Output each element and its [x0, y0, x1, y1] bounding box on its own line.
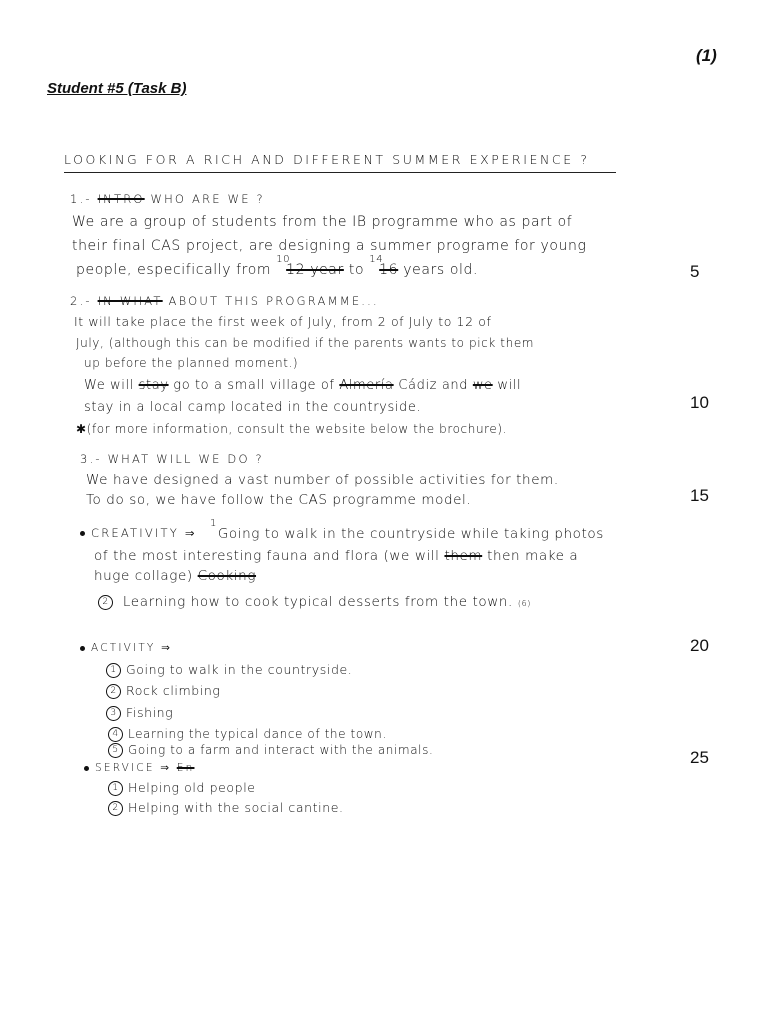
text-fragment: Learning how to cook typical desserts from the town.	[122, 594, 513, 610]
circled-number: 1	[108, 781, 123, 796]
text-fragment: Helping old people	[128, 780, 256, 795]
creativity-item-1-line-2	[94, 548, 578, 564]
creativity-label: CREATIVITY ⇒	[91, 526, 197, 540]
margin-note: (6)	[517, 599, 531, 608]
struck-word: 16	[379, 262, 399, 278]
circled-number: 1	[106, 663, 121, 678]
section-2-line-6	[76, 422, 507, 436]
activity-item-5	[108, 743, 433, 758]
activity-item-1	[106, 662, 352, 678]
text-fragment: Helping with the social cantine.	[128, 800, 344, 815]
creativity-item-2	[98, 594, 531, 610]
section-2-title: ABOUT THIS PROGRAMME...	[168, 294, 379, 308]
creativity-item-1-line-3	[94, 568, 256, 584]
superscript-correction: 14	[369, 254, 384, 265]
activity-label: ACTIVITY ⇒	[91, 642, 173, 654]
text-fragment: people, especifically from	[76, 262, 272, 278]
line-marker-25: 25	[690, 748, 709, 767]
bullet-icon	[80, 531, 85, 536]
struck-word: INTRO	[97, 192, 145, 206]
section-2-heading	[70, 294, 379, 308]
bullet-icon	[80, 646, 85, 651]
text-fragment: Learning the typical dance of the town.	[128, 727, 387, 741]
student-label: Student #5 (Task B)	[47, 80, 187, 97]
text-fragment: (for more information, consult the website below the brochure).	[86, 422, 508, 436]
struck-word: En	[176, 762, 195, 774]
text-fragment: We will	[84, 378, 134, 393]
item-number: 1	[210, 518, 217, 529]
text-fragment: Rock climbing	[126, 683, 221, 698]
text-fragment: go to a small village of	[173, 378, 335, 393]
text-fragment: will	[497, 378, 522, 393]
section-3-number: 3.-	[80, 452, 102, 466]
section-3-line-2: To do so, we have follow the CAS programme model.	[86, 492, 472, 508]
struck-word: Cooking	[197, 568, 257, 584]
line-marker-5: 5	[690, 262, 700, 281]
section-1-line-3	[76, 254, 479, 278]
circled-number: 5	[108, 743, 123, 758]
line-marker-15: 15	[690, 486, 709, 505]
text-fragment: Fishing	[126, 705, 174, 720]
section-3-line-1: We have designed a vast number of possible activities for them.	[86, 472, 559, 488]
activity-item-3	[106, 705, 173, 721]
text-fragment: years old.	[403, 262, 479, 278]
struck-word: 12 year	[286, 262, 344, 278]
line-marker-10: 10	[690, 393, 709, 412]
section-2-line-2: July, (although this can be modified if the parents wants to pick them	[76, 336, 535, 350]
section-1-line-2: their final CAS project, are designing a summer programe for young	[72, 238, 587, 254]
struck-word: IN WHAT	[97, 294, 163, 308]
struck-word: stay	[138, 378, 169, 393]
circled-number: 2	[98, 595, 113, 610]
text-fragment: to	[348, 262, 365, 278]
section-3-heading	[80, 452, 264, 466]
circled-number: 3	[106, 706, 121, 721]
service-label: SERVICE ⇒	[95, 762, 172, 774]
section-1-title: WHO ARE WE ?	[150, 192, 265, 206]
section-1-line-1: We are a group of students from the IB programme who as part of	[72, 214, 573, 230]
activity-item-2	[106, 683, 220, 699]
section-3-title: WHAT WILL WE DO ?	[107, 452, 264, 466]
struck-word: them	[444, 548, 483, 564]
section-2-line-4	[84, 378, 521, 393]
activity-item-4	[108, 727, 387, 742]
text-fragment: Going to walk in the countryside while taking photos	[217, 526, 604, 542]
creativity-heading	[80, 526, 197, 540]
text-fragment: of the most interesting fauna and flora (we will	[94, 548, 440, 564]
circled-number: 2	[106, 684, 121, 699]
circled-number: 2	[108, 801, 123, 816]
star-icon: ✱	[76, 422, 87, 436]
section-2-number: 2.-	[70, 294, 92, 308]
section-1-number: 1.-	[70, 192, 92, 206]
line-marker-20: 20	[690, 636, 709, 655]
creativity-item-1-line-1	[210, 518, 604, 542]
text-fragment: Going to a farm and interact with the animals.	[128, 743, 434, 757]
service-item-2	[108, 800, 344, 816]
circled-number: 4	[108, 727, 123, 742]
activity-heading	[80, 642, 172, 654]
text-fragment: huge collage)	[94, 568, 193, 584]
service-heading	[84, 762, 194, 774]
document-title: LOOKING FOR A RICH AND DIFFERENT SUMMER EXPERIENCE ?	[64, 152, 590, 167]
text-fragment: Going to walk in the countryside.	[126, 662, 353, 677]
text-fragment: then make a	[487, 548, 579, 564]
section-2-line-5: stay in a local camp located in the countryside.	[84, 400, 422, 415]
struck-word: Almería	[339, 378, 394, 393]
text-fragment: Cádiz and	[398, 378, 469, 393]
page-number: (1)	[696, 46, 717, 65]
title-underline	[64, 172, 616, 173]
section-1-heading	[70, 192, 265, 206]
section-2-line-3: up before the planned moment.)	[84, 356, 299, 370]
bullet-icon	[84, 766, 89, 771]
section-2-line-1: It will take place the first week of July, from 2 of July to 12 of	[74, 314, 492, 329]
service-item-1	[108, 780, 256, 796]
superscript-correction: 10	[276, 254, 291, 265]
struck-word: we	[472, 378, 493, 393]
